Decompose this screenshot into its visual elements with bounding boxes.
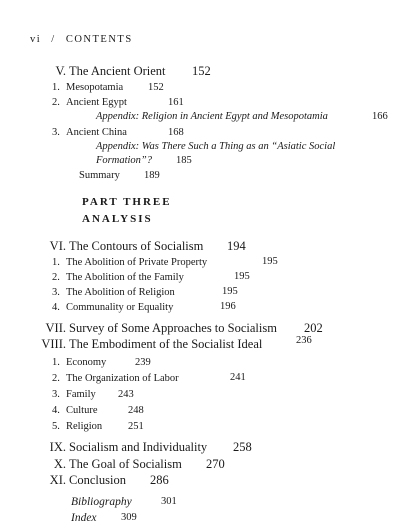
- section-title: Mesopotamia: [66, 82, 124, 93]
- section-number: 3.: [52, 127, 60, 138]
- section-title: Ancient China: [66, 127, 127, 138]
- chapter-title: Conclusion: [69, 473, 126, 487]
- section-title: The Abolition of the Family: [66, 272, 184, 283]
- appendix-page: 166: [372, 111, 388, 122]
- section-page: 248: [128, 405, 144, 416]
- chapter-page: 270: [206, 457, 225, 471]
- section-number: 1.: [52, 357, 60, 368]
- index-title: Index: [71, 512, 97, 524]
- section-title: Communality or Equality: [66, 302, 174, 313]
- index-page: 309: [121, 512, 137, 523]
- chapter-number: XI.: [49, 473, 66, 487]
- running-header: [30, 34, 133, 45]
- section-page: 195: [222, 286, 238, 297]
- chapter-number: VII.: [45, 321, 66, 335]
- section-title: Family: [66, 389, 96, 400]
- chapter-title: Survey of Some Approaches to Socialism: [69, 321, 277, 335]
- chapter-title: The Ancient Orient: [69, 64, 166, 78]
- part-heading: PART THREE: [82, 196, 172, 208]
- section-page: 251: [128, 421, 144, 432]
- section-page: 195: [234, 271, 250, 282]
- header-page-number: vi: [30, 34, 42, 45]
- section-number: 5.: [52, 421, 60, 432]
- summary-title: Summary: [79, 170, 120, 181]
- chapter-title: The Goal of Socialism: [69, 457, 182, 471]
- section-page: 152: [148, 82, 164, 93]
- chapter-title: The Contours of Socialism: [69, 239, 204, 253]
- chapter-page: 194: [227, 239, 246, 253]
- section-number: 4.: [52, 302, 60, 313]
- appendix-title: Appendix: Was There Such a Thing as an “Asiatic Social: [96, 141, 336, 152]
- chapter-title: Socialism and Individuality: [69, 440, 208, 454]
- section-page: 195: [262, 256, 278, 267]
- section-page: 161: [168, 97, 184, 108]
- section-page: 243: [118, 389, 134, 400]
- chapter-page: 152: [192, 64, 211, 78]
- section-title: The Abolition of Religion: [66, 287, 175, 298]
- chapter-number: VI.: [49, 239, 66, 253]
- chapter-number: V.: [55, 64, 66, 78]
- chapter-number: IX.: [49, 440, 66, 454]
- summary-page: 189: [144, 170, 160, 181]
- section-page: 168: [168, 127, 184, 138]
- bibliography-page: 301: [161, 496, 177, 507]
- section-number: 1.: [52, 82, 60, 93]
- section-number: 2.: [52, 97, 60, 108]
- section-number: 1.: [52, 257, 60, 268]
- chapter-page: 258: [233, 440, 252, 454]
- chapter-number: VIII.: [41, 337, 66, 351]
- bibliography-title: Bibliography: [71, 496, 132, 508]
- section-number: 3.: [52, 287, 60, 298]
- part-subheading: ANALYSIS: [82, 213, 153, 225]
- section-title: Culture: [66, 405, 98, 416]
- chapter-number: X.: [53, 457, 66, 471]
- section-title: Economy: [66, 357, 107, 368]
- section-title: The Abolition of Private Property: [66, 257, 208, 268]
- section-page: 241: [230, 372, 246, 383]
- section-number: 2.: [52, 272, 60, 283]
- section-page: 239: [135, 357, 151, 368]
- section-number: 3.: [52, 389, 60, 400]
- chapter-page: 286: [150, 473, 169, 487]
- section-title: Religion: [66, 421, 103, 432]
- section-title: The Organization of Labor: [66, 373, 179, 384]
- chapter-title: The Embodiment of the Socialist Ideal: [69, 337, 263, 351]
- appendix-title-continued: Formation”?: [96, 155, 153, 166]
- section-number: 2.: [52, 373, 60, 384]
- header-title: CONTENTS: [65, 34, 133, 45]
- section-number: 4.: [52, 405, 60, 416]
- chapter-page: 236: [296, 335, 312, 346]
- appendix-title: Appendix: Religion in Ancient Egypt and Mesopotamia: [96, 111, 328, 122]
- appendix-page: 185: [176, 155, 192, 166]
- section-title: Ancient Egypt: [66, 97, 127, 108]
- chapter-page: 202: [304, 321, 323, 335]
- section-page: 196: [220, 301, 236, 312]
- header-separator: /: [51, 34, 56, 45]
